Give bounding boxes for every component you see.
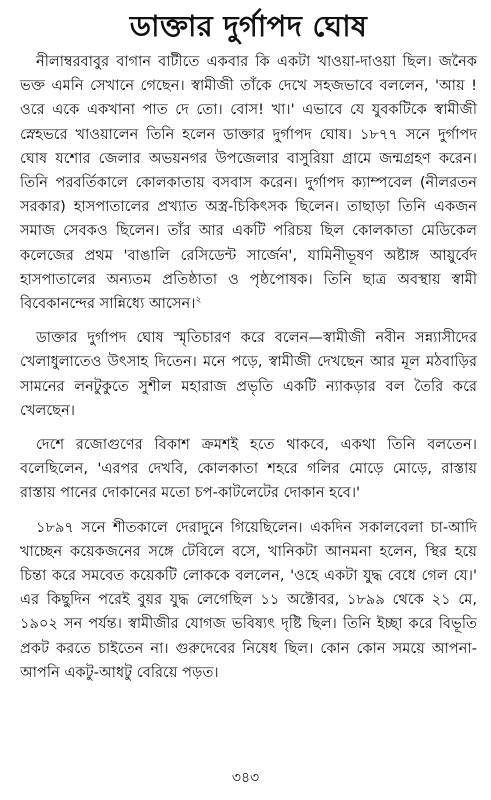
- paragraph-4: ১৮৯৭ সনে শীতকালে দেরাদুনে গিয়েছিলেন। একদিন সকালবেলা চা-আদি খাচ্ছেন কয়েকজনের সঙ্গে টেবিলে বসে, খানিকটা আনমনা হলেন, স্থির হয়ে চিন্তা করে সমবেত কয়েকটি লোককে বললেন, 'ওহে একটা যুদ্ধ বেধে গেল যে।' এর কিছুদিন পরেই বুয়র যুদ্ধ লেগেছিল ১১ অক্টোবর, ১৮৯৯ থেকে ২১ মে, ১৯০২ সন পর্যন্ত। স্বামীজীর যোগজ ভবিষ্যৎ দৃষ্টি ছিল। তিনি ইচ্ছা করে বিভূতি প্রকট করতে চাইতেন না। গুরুদেবের নিষেধ ছিল। কোন কোন সময়ে আপনা-আপনি একটু-আধটু বেরিয়ে পড়ত।: [20, 518, 477, 681]
- paragraph-3: দেশে রজোগুণের বিকাশ ক্রমশই হতে থাকবে, একথা তিনি বলতেন। বলেছিলেন, 'এরপর দেখবি, কোলকাতা শহরে গলির মোড়ে মোড়ে, রাস্তায় রাস্তায় পানের দোকানের মতো চপ-কাটলেটের দোকান হবে।': [20, 436, 477, 502]
- paragraph-2: ডাক্তার দুর্গাপদ ঘোষ স্মৃতিচারণ করে বলেন—স্বামীজী নবীন সন্ন্যাসীদের খেলাধুলাতেও উৎসাহ দিতেন। মনে পড়ে, স্বামীজী দেখছেন আর মূল মঠবাড়ির সামনের লনটুকুতে সুশীল মহারাজ প্রভৃতি একটি ন্যাকড়ার বল তৈরি করে খেলছেন।: [20, 329, 477, 419]
- paragraph-1: [20, 50, 477, 316]
- footnote-marker: ২: [195, 295, 202, 306]
- page-number: ৩৪৩: [231, 770, 260, 786]
- chapter-title: ডাক্তার দুর্গাপদ ঘোষ: [129, 9, 368, 43]
- paragraph-1-text: নীলাম্বরবাবুর বাগান বাটীতে একবার কি একটা খাওয়া-দাওয়া ছিল। জনৈক ভক্ত এমনি সেখানে গেছেন। স্বামীজী তাঁকে দেখে সহজভাবে বললেন, 'আয় ! ওরে একে একখানা পাত দে তো। বোস! খা।' এভাবে যে যুবকটিকে স্বামীজী স্নেহভরে খাওয়ালেন তিনি হলেন ডাক্তার দুর্গাপদ ঘোষ। ১৮৭৭ সনে দুর্গাপদ ঘোষ যশোর জেলার অভয়নগর উপজেলার বাসুরিয়া গ্রামে জন্মগ্রহণ করেন। তিনি পরবর্তিকালে কোলকাতায় বসবাস করেন। দুর্গাপদ ক্যাম্পবেল (নীলরতন সরকার) হাসপাতালের প্রখ্যাত অস্ত্র-চিকিৎসক ছিলেন। তাছাড়া তিনি একজন সমাজ সেবকও ছিলেন। তাঁর আর একটি পরিচয় ছিল কোলকাতা মেডিকেল কলেজের প্রথম 'বাঙালি রেসিডেন্ট সার্জেন', যামিনীভূষণ অষ্টাঙ্গ আয়ুর্বেদ হাসপাতালের অন্যতম প্রতিষ্ঠাতা ও পৃষ্ঠপোষক। তিনি ছাত্র অবস্থায় স্বামী বিবেকানন্দের সান্নিধ্যে আসেন।: [20, 53, 477, 313]
